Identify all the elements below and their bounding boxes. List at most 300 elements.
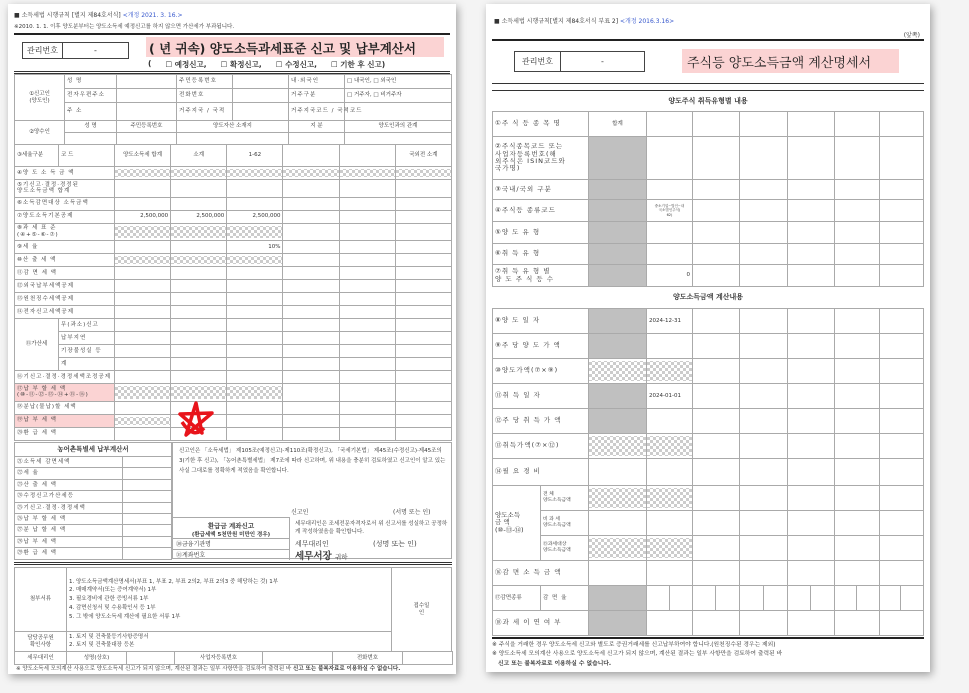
rural-value-cell[interactable] xyxy=(123,479,172,490)
statement-value-cell[interactable] xyxy=(879,265,924,287)
statement-value-cell[interactable] xyxy=(589,265,647,287)
statement-value-cell[interactable] xyxy=(693,309,740,334)
statement-value-cell[interactable] xyxy=(589,180,647,200)
tax-value-cell[interactable] xyxy=(339,241,395,254)
statement-value-cell[interactable] xyxy=(788,434,835,459)
tax-value-cell[interactable] xyxy=(339,319,395,332)
tax-value-cell[interactable] xyxy=(171,332,227,345)
rural-value-cell[interactable] xyxy=(123,513,172,524)
tax-value-cell[interactable] xyxy=(227,280,283,293)
income-value-cell[interactable] xyxy=(647,511,693,536)
statement-value-cell[interactable] xyxy=(879,459,924,486)
tax-value-cell[interactable] xyxy=(171,280,227,293)
tax-value-cell[interactable] xyxy=(115,358,171,371)
tax-value-cell[interactable]: 2,500,000 xyxy=(171,210,227,223)
rural-row-label: ㉘납 부 세 액 xyxy=(15,536,123,547)
tax-value-cell[interactable] xyxy=(115,197,171,210)
tax-value-cell[interactable] xyxy=(283,223,339,241)
statement-value-cell[interactable] xyxy=(647,586,693,611)
tax-value-cell[interactable] xyxy=(283,332,339,345)
tax-value-cell[interactable] xyxy=(395,306,451,319)
tax-value-cell[interactable] xyxy=(339,345,395,358)
tax-value-cell[interactable] xyxy=(115,414,171,427)
transferee-field[interactable] xyxy=(289,133,345,145)
reporter-cell: 거주구분 xyxy=(289,89,345,103)
tax-value-cell[interactable] xyxy=(339,384,395,402)
statement-value-cell[interactable] xyxy=(693,180,740,200)
statement-value-cell[interactable]: 2024-01-01 xyxy=(647,384,693,409)
income-value-cell[interactable] xyxy=(589,486,647,511)
tax-value-cell[interactable] xyxy=(395,180,451,198)
statement-value-cell[interactable] xyxy=(879,434,924,459)
tax-value-cell[interactable] xyxy=(395,241,451,254)
statement-value-cell[interactable] xyxy=(879,137,924,180)
statement-value-cell[interactable] xyxy=(740,137,788,180)
statement-value-cell[interactable] xyxy=(693,384,740,409)
tax-value-cell[interactable] xyxy=(227,427,283,440)
statement-value-cell[interactable] xyxy=(788,459,835,486)
tax-value-cell[interactable] xyxy=(171,241,227,254)
tax-category-cell[interactable] xyxy=(283,145,339,167)
tax-value-cell[interactable] xyxy=(283,371,339,384)
statement-value-cell[interactable] xyxy=(879,611,924,636)
statement-value-cell[interactable] xyxy=(788,265,835,287)
statement-value-cell[interactable] xyxy=(788,359,835,384)
reporter-field[interactable] xyxy=(117,103,177,121)
tax-value-cell[interactable]: 2,500,000 xyxy=(227,210,283,223)
tax-value-cell[interactable] xyxy=(171,180,227,198)
tax-value-cell[interactable] xyxy=(395,371,451,384)
tax-value-cell[interactable] xyxy=(283,180,339,198)
tax-category-cell[interactable]: 1-62 xyxy=(227,145,283,167)
tax-value-cell[interactable] xyxy=(339,358,395,371)
tax-value-cell[interactable] xyxy=(283,293,339,306)
statement-value-cell[interactable] xyxy=(788,409,835,434)
tax-value-cell[interactable] xyxy=(339,197,395,210)
statement-value-cell[interactable] xyxy=(589,309,647,334)
statement-value-cell[interactable] xyxy=(788,200,835,222)
tax-value-cell[interactable] xyxy=(283,427,339,440)
statement-value-cell[interactable] xyxy=(835,334,880,359)
tax-value-cell[interactable] xyxy=(227,358,283,371)
tax-value-cell[interactable] xyxy=(395,332,451,345)
tax-value-cell[interactable] xyxy=(283,167,339,180)
transferee-field[interactable] xyxy=(345,133,452,145)
statement-value-cell[interactable] xyxy=(879,180,924,200)
statement-value-cell[interactable] xyxy=(589,244,647,265)
tax-value-cell[interactable] xyxy=(227,180,283,198)
income-value-cell[interactable] xyxy=(693,536,740,561)
tax-value-cell[interactable] xyxy=(115,223,171,241)
tax-category-cell[interactable]: 소계 xyxy=(171,145,227,167)
tax-value-cell[interactable] xyxy=(227,293,283,306)
rural-value-cell[interactable] xyxy=(123,548,172,559)
tax-value-cell[interactable] xyxy=(395,280,451,293)
tax-value-cell[interactable] xyxy=(395,427,451,440)
statement-value-cell[interactable] xyxy=(740,561,788,586)
tax-value-cell[interactable] xyxy=(283,345,339,358)
tax-value-cell[interactable] xyxy=(339,210,395,223)
tax-value-cell[interactable] xyxy=(339,371,395,384)
statement-value-cell[interactable] xyxy=(788,586,835,611)
income-value-cell[interactable] xyxy=(879,511,924,536)
statement-value-cell[interactable] xyxy=(589,359,647,384)
tax-value-cell[interactable] xyxy=(115,427,171,440)
tax-value-cell[interactable] xyxy=(339,306,395,319)
statement-value-cell[interactable] xyxy=(647,137,693,180)
reporter-field[interactable] xyxy=(233,75,289,89)
statement-value-cell[interactable] xyxy=(740,359,788,384)
income-value-cell[interactable] xyxy=(788,486,835,511)
statement-value-cell[interactable] xyxy=(879,222,924,244)
statement-value-cell[interactable]: 합계 xyxy=(589,112,647,137)
reporter-field[interactable] xyxy=(117,89,177,103)
statement-value-cell[interactable] xyxy=(835,309,880,334)
tax-row-label: ⑧과 세 표 준 (④+⑤-⑥-⑦) xyxy=(15,223,115,241)
statement-value-cell[interactable] xyxy=(835,265,880,287)
income-value-cell[interactable] xyxy=(835,511,880,536)
statement-value-cell[interactable] xyxy=(647,434,693,459)
tax-category-cell[interactable]: 양도소득세 합계 xyxy=(115,145,171,167)
statement-value-cell[interactable] xyxy=(740,611,788,636)
statement-value-cell[interactable] xyxy=(879,359,924,384)
tax-value-cell[interactable] xyxy=(227,267,283,280)
tax-agent-field[interactable] xyxy=(263,652,333,665)
reporter-cell[interactable]: □ 거주자, □ 비거주자 xyxy=(345,89,452,103)
tax-value-cell[interactable] xyxy=(115,241,171,254)
tax-value-cell[interactable] xyxy=(283,358,339,371)
tax-value-cell[interactable] xyxy=(115,332,171,345)
tax-value-cell[interactable] xyxy=(339,332,395,345)
statement-value-cell[interactable] xyxy=(788,137,835,180)
tax-value-cell[interactable] xyxy=(115,254,171,267)
statement-value-cell[interactable] xyxy=(740,434,788,459)
tax-value-cell[interactable]: 10% xyxy=(227,241,283,254)
bank-name-field[interactable] xyxy=(173,538,289,549)
statement-value-cell[interactable] xyxy=(835,244,880,265)
statement-value-cell[interactable] xyxy=(879,334,924,359)
statement-value-cell[interactable] xyxy=(788,309,835,334)
rural-value-cell[interactable] xyxy=(123,536,172,547)
tax-value-cell[interactable] xyxy=(395,267,451,280)
tax-category-cell[interactable] xyxy=(339,145,395,167)
statement-value-cell[interactable] xyxy=(693,586,740,611)
tax-value-cell[interactable] xyxy=(227,401,283,414)
statement-value-cell[interactable] xyxy=(589,384,647,409)
statement-value-cell[interactable] xyxy=(835,222,880,244)
tax-value-cell[interactable] xyxy=(283,306,339,319)
income-value-cell[interactable] xyxy=(788,511,835,536)
tax-category-cell[interactable]: 국외전 소계 xyxy=(395,145,451,167)
statement-value-cell[interactable] xyxy=(693,611,740,636)
statement-value-cell[interactable] xyxy=(647,409,693,434)
statement-value-cell[interactable] xyxy=(879,561,924,586)
statement-value-cell[interactable]: 2024-12-31 xyxy=(647,309,693,334)
income-value-cell[interactable] xyxy=(693,511,740,536)
statement-value-cell[interactable] xyxy=(589,409,647,434)
tax-value-cell[interactable] xyxy=(283,401,339,414)
statement-value-cell[interactable] xyxy=(740,586,788,611)
statement-value-cell[interactable] xyxy=(879,384,924,409)
tax-value-cell[interactable] xyxy=(115,280,171,293)
statement-value-cell[interactable] xyxy=(693,434,740,459)
statement-value-cell[interactable] xyxy=(740,265,788,287)
statement-value-cell[interactable] xyxy=(835,359,880,384)
income-value-cell[interactable] xyxy=(589,536,647,561)
statement-value-cell[interactable] xyxy=(589,459,647,486)
tax-value-cell[interactable] xyxy=(171,167,227,180)
tax-value-cell[interactable] xyxy=(227,414,283,427)
rural-value-cell[interactable] xyxy=(123,491,172,502)
statement-value-cell[interactable] xyxy=(879,244,924,265)
statement-value-cell[interactable] xyxy=(589,611,647,636)
statement-value-cell[interactable] xyxy=(835,180,880,200)
statement-value-cell[interactable] xyxy=(740,409,788,434)
reporter-field[interactable] xyxy=(117,75,177,89)
tax-value-cell[interactable] xyxy=(283,384,339,402)
tax-value-cell[interactable] xyxy=(395,358,451,371)
tax-value-cell[interactable] xyxy=(227,197,283,210)
transferee-field[interactable] xyxy=(117,133,177,145)
statement-value-cell[interactable] xyxy=(740,222,788,244)
tax-value-cell[interactable] xyxy=(339,180,395,198)
income-value-cell[interactable] xyxy=(647,536,693,561)
report-type-option[interactable]: ☐ 수정신고, xyxy=(275,60,317,69)
statement-value-cell[interactable] xyxy=(589,200,647,222)
tax-value-cell[interactable] xyxy=(283,280,339,293)
tax-value-cell[interactable] xyxy=(395,293,451,306)
tax-value-cell[interactable] xyxy=(227,254,283,267)
statement-value-cell[interactable] xyxy=(693,222,740,244)
statement-value-cell[interactable] xyxy=(693,334,740,359)
statement-value-cell[interactable] xyxy=(835,434,880,459)
statement-value-cell[interactable] xyxy=(647,459,693,486)
statement-value-cell[interactable] xyxy=(835,200,880,222)
income-value-cell[interactable] xyxy=(589,511,647,536)
rural-row-label: ㉗분 납 할 세 액 xyxy=(15,525,123,536)
tax-value-cell[interactable] xyxy=(395,254,451,267)
tax-value-cell[interactable] xyxy=(339,427,395,440)
statement-value-cell[interactable] xyxy=(693,359,740,384)
tax-value-cell[interactable] xyxy=(395,319,451,332)
rural-value-cell[interactable] xyxy=(123,468,172,479)
income-value-cell[interactable] xyxy=(835,486,880,511)
tax-value-cell[interactable] xyxy=(171,223,227,241)
tax-value-cell[interactable] xyxy=(115,371,171,384)
statement-value-cell[interactable] xyxy=(879,409,924,434)
tax-value-cell[interactable] xyxy=(115,306,171,319)
rural-value-cell[interactable] xyxy=(123,525,172,536)
statement-value-cell[interactable] xyxy=(740,200,788,222)
income-value-cell[interactable] xyxy=(788,536,835,561)
tax-value-cell[interactable]: 2,500,000 xyxy=(115,210,171,223)
tax-value-cell[interactable] xyxy=(283,267,339,280)
tax-value-cell[interactable] xyxy=(283,319,339,332)
tax-value-cell[interactable] xyxy=(227,223,283,241)
statement-value-cell[interactable] xyxy=(788,334,835,359)
statement-value-cell[interactable] xyxy=(740,384,788,409)
tax-value-cell[interactable] xyxy=(283,414,339,427)
statement-value-cell[interactable] xyxy=(589,137,647,180)
tax-value-cell[interactable] xyxy=(115,345,171,358)
tax-value-cell[interactable] xyxy=(339,280,395,293)
statement-value-cell[interactable] xyxy=(835,384,880,409)
statement-value-cell[interactable] xyxy=(647,222,693,244)
statement-value-cell[interactable] xyxy=(788,384,835,409)
transferee-field[interactable] xyxy=(177,133,289,145)
statement-value-cell[interactable] xyxy=(835,409,880,434)
income-value-cell[interactable] xyxy=(740,486,788,511)
statement-value-cell[interactable] xyxy=(788,611,835,636)
tax-value-cell[interactable] xyxy=(339,223,395,241)
statement-value-cell[interactable] xyxy=(589,561,647,586)
tax-agent-field[interactable] xyxy=(403,652,453,665)
tax-value-cell[interactable] xyxy=(171,306,227,319)
statement-value-cell[interactable] xyxy=(879,586,924,611)
statement-value-cell[interactable] xyxy=(693,265,740,287)
tax-value-cell[interactable] xyxy=(339,267,395,280)
tax-value-cell[interactable] xyxy=(395,414,451,427)
report-type-option[interactable]: ☐ 기한 후 신고) xyxy=(330,60,386,69)
tax-value-cell[interactable] xyxy=(171,358,227,371)
tax-value-cell[interactable] xyxy=(171,384,227,402)
tax-value-cell[interactable] xyxy=(339,401,395,414)
tax-value-cell[interactable] xyxy=(395,210,451,223)
statement-value-cell[interactable] xyxy=(589,586,647,611)
tax-value-cell[interactable] xyxy=(115,267,171,280)
tax-value-cell[interactable] xyxy=(115,401,171,414)
tax-value-cell[interactable] xyxy=(115,319,171,332)
income-value-cell[interactable] xyxy=(835,536,880,561)
statement-value-cell[interactable] xyxy=(693,561,740,586)
tax-value-cell[interactable] xyxy=(227,332,283,345)
tax-value-cell[interactable] xyxy=(171,267,227,280)
statement-row-label: ⑧양 도 일 자 xyxy=(493,309,589,334)
tax-value-cell[interactable] xyxy=(395,167,451,180)
rural-value-cell[interactable] xyxy=(123,502,172,513)
income-value-cell[interactable] xyxy=(647,486,693,511)
income-value-cell[interactable] xyxy=(693,486,740,511)
statement-value-cell[interactable] xyxy=(740,180,788,200)
tax-value-cell[interactable] xyxy=(171,345,227,358)
statement-value-cell[interactable] xyxy=(788,561,835,586)
statement-value-cell[interactable] xyxy=(788,180,835,200)
statement-value-cell[interactable] xyxy=(740,309,788,334)
tax-value-cell[interactable] xyxy=(339,414,395,427)
tax-value-cell[interactable] xyxy=(395,384,451,402)
statement-value-cell[interactable] xyxy=(835,459,880,486)
tax-agent-label: 성명(상호) xyxy=(67,652,127,665)
tax-value-cell[interactable] xyxy=(283,241,339,254)
transferee-field[interactable] xyxy=(65,133,117,145)
statement-value-cell[interactable]: 중소기업~법인~내 국소법인주식( 62) xyxy=(647,200,693,222)
statement-value-cell[interactable] xyxy=(835,137,880,180)
statement-value-cell[interactable] xyxy=(788,112,835,137)
tax-value-cell[interactable] xyxy=(227,384,283,402)
statement-value-cell[interactable] xyxy=(693,112,740,137)
income-value-cell[interactable] xyxy=(879,486,924,511)
tax-value-cell[interactable] xyxy=(227,167,283,180)
statement-value-cell[interactable] xyxy=(647,112,693,137)
tax-value-cell[interactable] xyxy=(171,319,227,332)
statement-value-cell[interactable] xyxy=(647,561,693,586)
tax-value-cell[interactable] xyxy=(171,371,227,384)
statement-value-cell[interactable] xyxy=(879,200,924,222)
report-type-option[interactable]: ☐ 확정신고, xyxy=(220,60,262,69)
account-number-field[interactable] xyxy=(173,549,289,561)
tax-value-cell[interactable] xyxy=(115,384,171,402)
tax-value-cell[interactable] xyxy=(395,345,451,358)
tax-value-cell[interactable] xyxy=(227,371,283,384)
tax-value-cell[interactable] xyxy=(339,254,395,267)
tax-value-cell[interactable] xyxy=(339,167,395,180)
reporter-field[interactable] xyxy=(233,89,289,103)
tax-value-cell[interactable] xyxy=(283,210,339,223)
statement-value-cell[interactable] xyxy=(740,244,788,265)
statement-value-cell[interactable] xyxy=(879,112,924,137)
tax-value-cell[interactable] xyxy=(395,401,451,414)
statement-value-cell[interactable] xyxy=(589,434,647,459)
statement-value-cell[interactable] xyxy=(589,222,647,244)
statement-value-cell[interactable] xyxy=(740,459,788,486)
statement-value-cell[interactable] xyxy=(693,200,740,222)
statement-value-cell[interactable] xyxy=(835,611,880,636)
statement-value-cell[interactable] xyxy=(647,359,693,384)
income-value-cell[interactable] xyxy=(879,536,924,561)
statement-value-cell[interactable]: 0 xyxy=(647,265,693,287)
statement-value-cell[interactable] xyxy=(647,611,693,636)
tax-value-cell[interactable] xyxy=(115,293,171,306)
tax-value-cell[interactable] xyxy=(171,254,227,267)
statement-value-cell[interactable] xyxy=(693,137,740,180)
tax-value-cell[interactable] xyxy=(227,306,283,319)
tax-value-cell[interactable] xyxy=(171,197,227,210)
tax-value-cell[interactable] xyxy=(115,180,171,198)
reporter-field[interactable] xyxy=(233,103,289,121)
statement-value-cell[interactable] xyxy=(879,309,924,334)
tax-value-cell[interactable] xyxy=(227,319,283,332)
statement-value-cell[interactable] xyxy=(647,244,693,265)
statement-value-cell[interactable] xyxy=(647,334,693,359)
reporter-cell[interactable]: □ 내국인, □ 외국인 xyxy=(345,75,452,89)
report-type-option[interactable]: ☐ 예정신고, xyxy=(165,60,207,69)
tax-value-cell[interactable] xyxy=(283,197,339,210)
tax-value-cell[interactable] xyxy=(395,223,451,241)
statement-value-cell[interactable] xyxy=(693,244,740,265)
tax-value-cell[interactable] xyxy=(227,345,283,358)
income-value-cell[interactable] xyxy=(740,536,788,561)
statement-value-cell[interactable] xyxy=(693,459,740,486)
statement-value-cell[interactable] xyxy=(835,561,880,586)
statement-value-cell[interactable] xyxy=(835,586,880,611)
tax-value-cell[interactable] xyxy=(283,254,339,267)
statement-value-cell[interactable] xyxy=(788,222,835,244)
statement-value-cell[interactable] xyxy=(788,244,835,265)
tax-value-cell[interactable] xyxy=(171,293,227,306)
tax-value-cell[interactable] xyxy=(115,167,171,180)
statement-value-cell[interactable] xyxy=(589,334,647,359)
tax-value-cell[interactable] xyxy=(395,197,451,210)
statement-value-cell[interactable] xyxy=(740,112,788,137)
statement-value-cell[interactable] xyxy=(835,112,880,137)
tax-agent-field[interactable] xyxy=(127,652,175,665)
statement-value-cell[interactable] xyxy=(647,180,693,200)
rural-value-cell[interactable] xyxy=(123,457,172,468)
tax-value-cell[interactable] xyxy=(339,293,395,306)
income-value-cell[interactable] xyxy=(740,511,788,536)
statement-value-cell[interactable] xyxy=(693,409,740,434)
statement-value-cell[interactable] xyxy=(740,334,788,359)
